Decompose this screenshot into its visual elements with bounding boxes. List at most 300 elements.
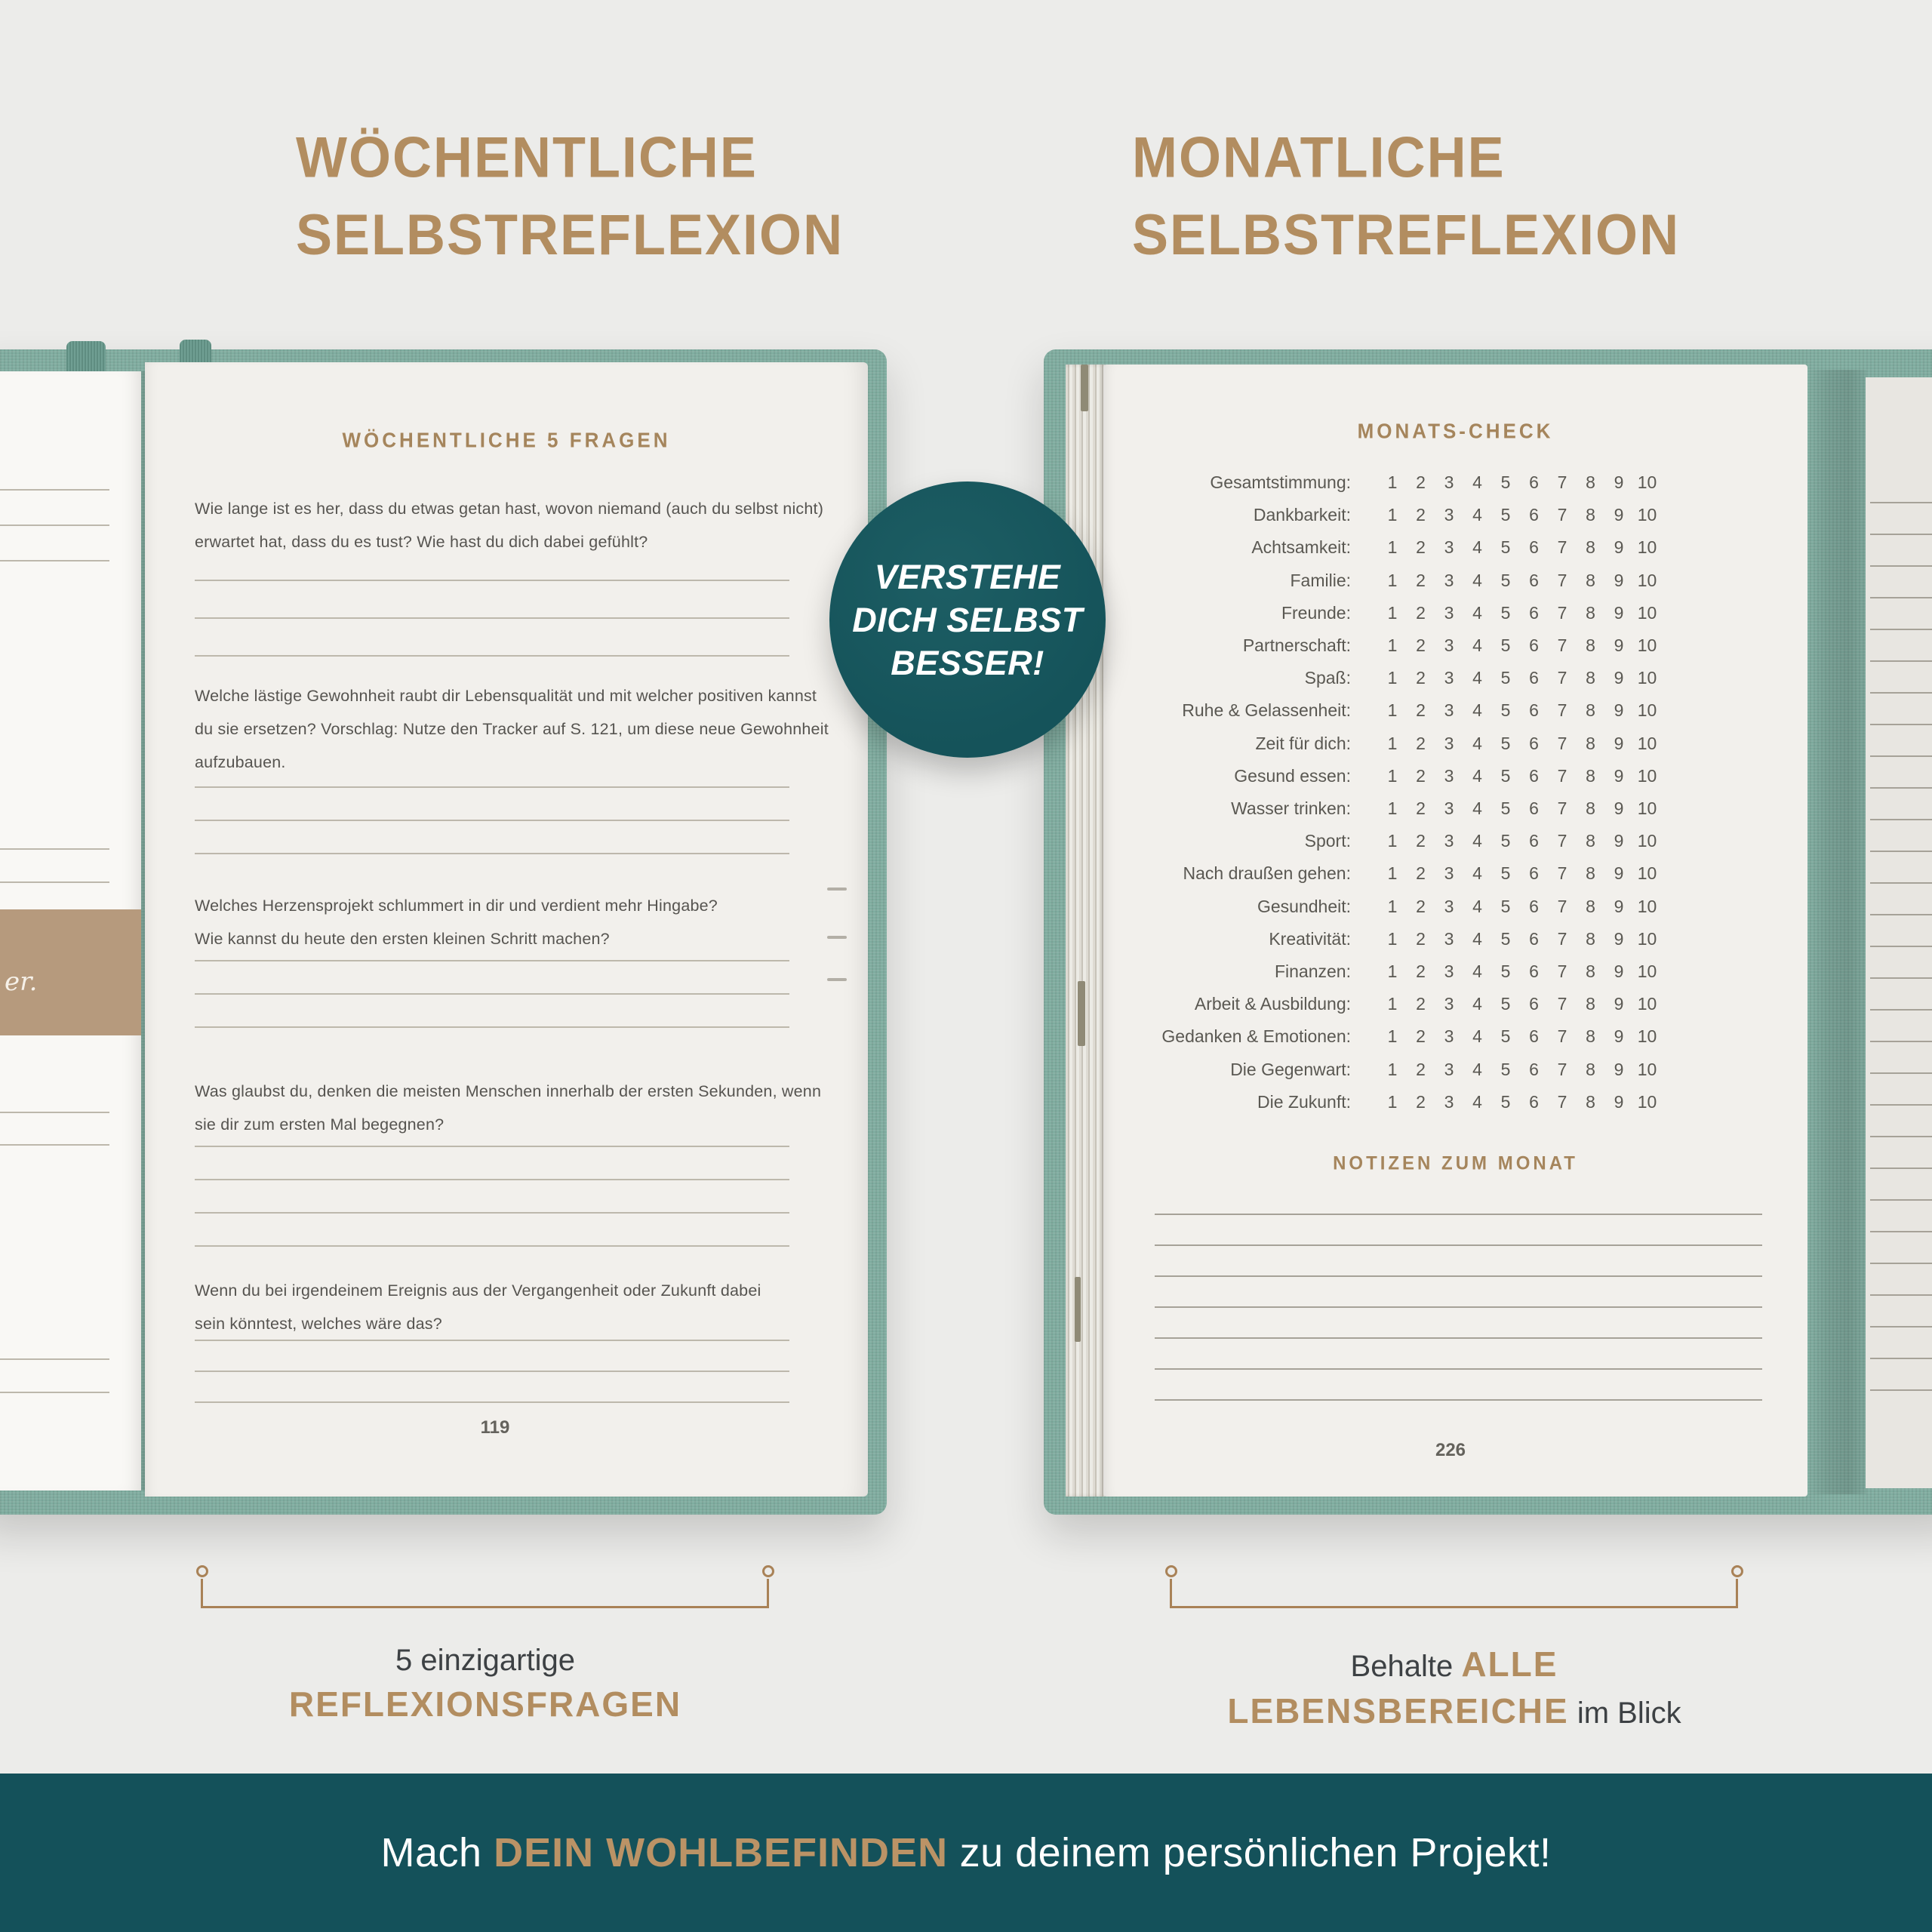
scale-number: 10 bbox=[1637, 961, 1657, 981]
notes-rule bbox=[1155, 1244, 1762, 1246]
scale-number: 7 bbox=[1557, 668, 1567, 688]
scale-number: 8 bbox=[1586, 798, 1595, 818]
category-label: Gesamtstimmung: bbox=[1210, 472, 1351, 492]
category-row bbox=[1111, 537, 1805, 570]
scale-number: 7 bbox=[1557, 537, 1567, 558]
sliver-rule bbox=[1870, 724, 1932, 725]
scale-number: 3 bbox=[1444, 798, 1454, 818]
scale-number: 10 bbox=[1637, 635, 1657, 655]
bracket-stem bbox=[201, 1579, 203, 1607]
scale-number: 7 bbox=[1557, 765, 1567, 786]
category-label: Dankbarkeit: bbox=[1253, 505, 1351, 525]
scale-number: 2 bbox=[1416, 961, 1426, 981]
bottom-banner bbox=[0, 1774, 1932, 1932]
scale-number: 9 bbox=[1614, 994, 1624, 1014]
scale-number: 9 bbox=[1614, 602, 1624, 623]
sliver-rule bbox=[1870, 629, 1932, 630]
notes-rule bbox=[1155, 1399, 1762, 1401]
bracket-stem bbox=[1736, 1579, 1738, 1607]
right-page-number: 226 bbox=[1435, 1440, 1466, 1460]
scale-number: 6 bbox=[1529, 928, 1539, 949]
scale-number: 4 bbox=[1472, 863, 1482, 884]
scale-number: 9 bbox=[1614, 1059, 1624, 1079]
scale-number: 2 bbox=[1416, 765, 1426, 786]
scale-number: 3 bbox=[1444, 765, 1454, 786]
scale-number: 1 bbox=[1387, 537, 1398, 558]
answer-rule bbox=[195, 993, 789, 995]
answer-rule bbox=[195, 820, 789, 821]
sliver-rule bbox=[1870, 1136, 1932, 1137]
stack-mark bbox=[1081, 365, 1088, 411]
category-row bbox=[1111, 700, 1805, 733]
category-row bbox=[1111, 831, 1805, 863]
scale-number: 6 bbox=[1529, 798, 1539, 818]
scale-number: 3 bbox=[1444, 570, 1454, 590]
partial-page-rule bbox=[0, 1392, 109, 1393]
scale-number: 5 bbox=[1500, 961, 1511, 981]
notes-title: NOTIZEN ZUM MONAT bbox=[1333, 1152, 1578, 1174]
sliver-rule bbox=[1870, 1168, 1932, 1169]
scale-number: 4 bbox=[1472, 635, 1482, 655]
sliver-rule bbox=[1870, 914, 1932, 915]
scale-number: 8 bbox=[1586, 570, 1595, 590]
category-row bbox=[1111, 1026, 1805, 1059]
scale-number: 10 bbox=[1637, 798, 1657, 818]
sliver-rule bbox=[1870, 755, 1932, 757]
scale-number: 3 bbox=[1444, 863, 1454, 884]
scale-number: 6 bbox=[1529, 537, 1539, 558]
category-label: Gesund essen: bbox=[1234, 765, 1351, 786]
category-label: Spaß: bbox=[1304, 668, 1351, 688]
scale-number: 4 bbox=[1472, 537, 1482, 558]
answer-rule bbox=[195, 1401, 789, 1403]
scale-number: 2 bbox=[1416, 505, 1426, 525]
scale-number: 10 bbox=[1637, 472, 1657, 492]
category-label: Die Zukunft: bbox=[1257, 1091, 1351, 1112]
sliver-rule bbox=[1870, 1231, 1932, 1232]
scale-number: 7 bbox=[1557, 635, 1567, 655]
partial-page-rule bbox=[0, 881, 109, 883]
scale-number: 10 bbox=[1637, 668, 1657, 688]
category-label: Gedanken & Emotionen: bbox=[1161, 1026, 1351, 1047]
callout-right bbox=[1077, 1644, 1832, 1731]
scale-number: 6 bbox=[1529, 961, 1539, 981]
scale-number: 5 bbox=[1500, 928, 1511, 949]
question-text: du sie ersetzen? Vorschlag: Nutze den Tracker auf S. 121, um diese neue Gewohnheit bbox=[195, 720, 829, 738]
partial-page-rule bbox=[0, 1358, 109, 1360]
scale-number: 10 bbox=[1637, 863, 1657, 884]
left-page-number: 119 bbox=[480, 1417, 510, 1438]
category-row bbox=[1111, 472, 1805, 505]
callout-left-line2: REFLEXIONSFRAGEN bbox=[288, 1684, 682, 1724]
scale-number: 4 bbox=[1472, 472, 1482, 492]
question-block bbox=[195, 889, 718, 955]
scale-number: 1 bbox=[1387, 896, 1398, 916]
scale-number: 6 bbox=[1529, 700, 1539, 721]
scale-number: 2 bbox=[1416, 700, 1426, 721]
scale-number: 1 bbox=[1387, 863, 1398, 884]
answer-rule bbox=[195, 1146, 789, 1147]
scale-number: 8 bbox=[1586, 1091, 1595, 1112]
bracket-stem bbox=[1170, 1579, 1172, 1607]
partial-page-rule bbox=[0, 1112, 109, 1113]
sliver-rule bbox=[1870, 692, 1932, 694]
question-text: Wie lange ist es her, dass du etwas getan hast, wovon niemand (auch du selbst nicht) bbox=[195, 500, 824, 518]
scale-number: 5 bbox=[1500, 1091, 1511, 1112]
category-label: Ruhe & Gelassenheit: bbox=[1182, 700, 1351, 721]
question-block bbox=[195, 492, 823, 558]
right-book-gutter bbox=[1807, 370, 1866, 1494]
banner-highlight: DEIN WOHLBEFINDEN bbox=[494, 1830, 949, 1875]
sliver-rule bbox=[1870, 1294, 1932, 1296]
scale-number: 5 bbox=[1500, 668, 1511, 688]
scale-number: 3 bbox=[1444, 505, 1454, 525]
scale-number: 7 bbox=[1557, 1091, 1567, 1112]
scale-number: 4 bbox=[1472, 765, 1482, 786]
answer-rule bbox=[195, 580, 789, 581]
scale-number: 7 bbox=[1557, 472, 1567, 492]
scale-number: 2 bbox=[1416, 1059, 1426, 1079]
sliver-rule bbox=[1870, 1263, 1932, 1264]
badge-line2: DICH SELBST bbox=[852, 600, 1083, 639]
scale-number: 9 bbox=[1614, 1026, 1624, 1047]
scale-number: 6 bbox=[1529, 1091, 1539, 1112]
scale-number: 2 bbox=[1416, 570, 1426, 590]
scale-number: 4 bbox=[1472, 1091, 1482, 1112]
scale-number: 8 bbox=[1586, 537, 1595, 558]
scale-number: 10 bbox=[1637, 505, 1657, 525]
category-row bbox=[1111, 603, 1805, 635]
answer-rule bbox=[195, 617, 789, 619]
scale-number: 5 bbox=[1500, 472, 1511, 492]
scale-number: 6 bbox=[1529, 733, 1539, 753]
scale-number: 9 bbox=[1614, 1091, 1624, 1112]
sliver-rule bbox=[1870, 1199, 1932, 1201]
sliver-rule bbox=[1870, 946, 1932, 947]
scale-number: 2 bbox=[1416, 831, 1426, 851]
category-label: Sport: bbox=[1304, 831, 1351, 851]
scale-number: 10 bbox=[1637, 994, 1657, 1014]
scale-number: 4 bbox=[1472, 1059, 1482, 1079]
category-row bbox=[1111, 994, 1805, 1026]
question-text: aufzubauen. bbox=[195, 753, 286, 771]
scale-number: 10 bbox=[1637, 831, 1657, 851]
sliver-rule bbox=[1870, 597, 1932, 598]
callout-right-line2 bbox=[1077, 1690, 1832, 1731]
scale-number: 8 bbox=[1586, 831, 1595, 851]
scale-number: 1 bbox=[1387, 1026, 1398, 1047]
scale-number: 6 bbox=[1529, 765, 1539, 786]
scale-number: 5 bbox=[1500, 896, 1511, 916]
scale-number: 6 bbox=[1529, 831, 1539, 851]
scale-number: 7 bbox=[1557, 896, 1567, 916]
scale-number: 10 bbox=[1637, 733, 1657, 753]
scale-number: 1 bbox=[1387, 994, 1398, 1014]
sliver-rule bbox=[1870, 882, 1932, 884]
scale-number: 8 bbox=[1586, 733, 1595, 753]
scale-number: 6 bbox=[1529, 602, 1539, 623]
answer-rule bbox=[195, 1179, 789, 1180]
scale-number: 7 bbox=[1557, 700, 1567, 721]
scale-number: 5 bbox=[1500, 570, 1511, 590]
question-block bbox=[195, 1274, 761, 1340]
sliver-rule bbox=[1870, 534, 1932, 535]
scale-number: 7 bbox=[1557, 961, 1567, 981]
scale-number: 2 bbox=[1416, 537, 1426, 558]
scale-number: 3 bbox=[1444, 472, 1454, 492]
scale-number: 8 bbox=[1586, 863, 1595, 884]
scale-number: 4 bbox=[1472, 961, 1482, 981]
category-row bbox=[1111, 863, 1805, 896]
scale-number: 5 bbox=[1500, 1026, 1511, 1047]
scale-number: 5 bbox=[1500, 635, 1511, 655]
notes-rule bbox=[1155, 1275, 1762, 1277]
scale-number: 8 bbox=[1586, 635, 1595, 655]
scale-number: 1 bbox=[1387, 765, 1398, 786]
answer-rule bbox=[195, 655, 789, 657]
category-row bbox=[1111, 668, 1805, 700]
sliver-rule bbox=[1870, 1104, 1932, 1106]
scale-number: 10 bbox=[1637, 602, 1657, 623]
scale-number: 6 bbox=[1529, 896, 1539, 916]
header-right-line1: MONATLICHE bbox=[1132, 125, 1506, 190]
scale-number: 3 bbox=[1444, 831, 1454, 851]
category-label: Zeit für dich: bbox=[1255, 733, 1351, 753]
scale-number: 9 bbox=[1614, 765, 1624, 786]
sliver-rule bbox=[1870, 977, 1932, 979]
scale-number: 9 bbox=[1614, 700, 1624, 721]
scale-number: 7 bbox=[1557, 602, 1567, 623]
scale-number: 6 bbox=[1529, 635, 1539, 655]
scale-number: 7 bbox=[1557, 570, 1567, 590]
scale-number: 2 bbox=[1416, 896, 1426, 916]
right-page-title: MONATS-CHECK bbox=[1357, 419, 1554, 443]
category-label: Achtsamkeit: bbox=[1251, 537, 1351, 558]
scale-number: 6 bbox=[1529, 505, 1539, 525]
notes-rule bbox=[1155, 1214, 1762, 1215]
bracket-end-circle bbox=[196, 1565, 208, 1577]
scale-number: 1 bbox=[1387, 1059, 1398, 1079]
header-left bbox=[296, 119, 844, 275]
stack-mark bbox=[1075, 1277, 1081, 1342]
scale-number: 10 bbox=[1637, 1059, 1657, 1079]
scale-number: 4 bbox=[1472, 733, 1482, 753]
sliver-rule bbox=[1870, 787, 1932, 789]
scale-number: 5 bbox=[1500, 765, 1511, 786]
scale-number: 9 bbox=[1614, 635, 1624, 655]
teal-badge bbox=[829, 481, 1106, 758]
scale-number: 8 bbox=[1586, 1059, 1595, 1079]
category-label: Die Gegenwart: bbox=[1230, 1059, 1351, 1079]
scale-number: 8 bbox=[1586, 994, 1595, 1014]
sliver-rule bbox=[1870, 565, 1932, 567]
stack-mark bbox=[1078, 981, 1085, 1046]
scale-number: 2 bbox=[1416, 928, 1426, 949]
scale-number: 3 bbox=[1444, 896, 1454, 916]
scale-number: 8 bbox=[1586, 602, 1595, 623]
category-label: Partnerschaft: bbox=[1242, 635, 1351, 655]
scale-number: 5 bbox=[1500, 831, 1511, 851]
question-text: Was glaubst du, denken die meisten Menschen innerhalb der ersten Sekunden, wenn bbox=[195, 1082, 822, 1100]
partial-page-rule bbox=[0, 489, 109, 491]
category-row bbox=[1111, 929, 1805, 961]
scale-number: 4 bbox=[1472, 994, 1482, 1014]
fore-edge-tick bbox=[827, 978, 847, 981]
question-text: sein könntest, welches wäre das? bbox=[195, 1315, 442, 1333]
scale-number: 3 bbox=[1444, 602, 1454, 623]
scale-number: 10 bbox=[1637, 1091, 1657, 1112]
scale-number: 2 bbox=[1416, 1091, 1426, 1112]
bracket-stem bbox=[767, 1579, 769, 1607]
scale-number: 1 bbox=[1387, 700, 1398, 721]
callout-right-pre: Behalte bbox=[1350, 1650, 1462, 1683]
scale-number: 8 bbox=[1586, 668, 1595, 688]
scale-number: 1 bbox=[1387, 505, 1398, 525]
left-page-title: WÖCHENTLICHE 5 FRAGEN bbox=[342, 428, 671, 452]
quote-block bbox=[0, 909, 141, 1035]
question-text: Wie kannst du heute den ersten kleinen Schritt machen? bbox=[195, 930, 610, 948]
scale-number: 5 bbox=[1500, 700, 1511, 721]
scale-number: 2 bbox=[1416, 798, 1426, 818]
bookmark-ribbon bbox=[66, 341, 106, 371]
scale-number: 3 bbox=[1444, 1059, 1454, 1079]
scale-number: 6 bbox=[1529, 863, 1539, 884]
category-row bbox=[1111, 635, 1805, 668]
scale-number: 9 bbox=[1614, 472, 1624, 492]
scale-number: 6 bbox=[1529, 668, 1539, 688]
category-row bbox=[1111, 1060, 1805, 1092]
question-text: Welche lästige Gewohnheit raubt dir Lebensqualität und mit welcher positiven kannst bbox=[195, 687, 817, 705]
scale-number: 6 bbox=[1529, 994, 1539, 1014]
scale-number: 4 bbox=[1472, 602, 1482, 623]
scale-number: 1 bbox=[1387, 635, 1398, 655]
partial-page-rule bbox=[0, 848, 109, 850]
scale-number: 7 bbox=[1557, 994, 1567, 1014]
callout-right-post: im Blick bbox=[1568, 1697, 1681, 1730]
scale-number: 5 bbox=[1500, 733, 1511, 753]
callout-left bbox=[108, 1644, 863, 1724]
sliver-rule bbox=[1870, 1326, 1932, 1327]
sliver-rule bbox=[1870, 1072, 1932, 1074]
badge-line3: BESSER! bbox=[891, 643, 1044, 682]
scale-number: 10 bbox=[1637, 896, 1657, 916]
scale-number: 1 bbox=[1387, 1091, 1398, 1112]
scale-number: 2 bbox=[1416, 1026, 1426, 1047]
scale-number: 7 bbox=[1557, 733, 1567, 753]
scale-number: 9 bbox=[1614, 961, 1624, 981]
scale-number: 3 bbox=[1444, 1091, 1454, 1112]
scale-number: 8 bbox=[1586, 961, 1595, 981]
scale-number: 4 bbox=[1472, 1026, 1482, 1047]
scale-number: 7 bbox=[1557, 505, 1567, 525]
scale-number: 2 bbox=[1416, 635, 1426, 655]
scale-number: 4 bbox=[1472, 798, 1482, 818]
scale-number: 1 bbox=[1387, 472, 1398, 492]
scale-number: 9 bbox=[1614, 505, 1624, 525]
notes-rule bbox=[1155, 1337, 1762, 1339]
bracket-end-circle bbox=[1731, 1565, 1743, 1577]
category-row bbox=[1111, 766, 1805, 798]
scale-number: 5 bbox=[1500, 602, 1511, 623]
scale-number: 9 bbox=[1614, 896, 1624, 916]
scale-number: 10 bbox=[1637, 928, 1657, 949]
scale-number: 8 bbox=[1586, 505, 1595, 525]
category-label: Wasser trinken: bbox=[1231, 798, 1351, 818]
scale-number: 1 bbox=[1387, 733, 1398, 753]
scale-number: 10 bbox=[1637, 1026, 1657, 1047]
category-row bbox=[1111, 571, 1805, 603]
scale-number: 7 bbox=[1557, 928, 1567, 949]
scale-number: 7 bbox=[1557, 798, 1567, 818]
partial-page-rule bbox=[0, 525, 109, 526]
scale-number: 4 bbox=[1472, 570, 1482, 590]
scale-number: 5 bbox=[1500, 994, 1511, 1014]
sliver-rule bbox=[1870, 502, 1932, 503]
scale-number: 8 bbox=[1586, 1026, 1595, 1047]
callout-right-highlight1: ALLE bbox=[1461, 1644, 1558, 1684]
scale-number: 7 bbox=[1557, 1059, 1567, 1079]
answer-rule bbox=[195, 1340, 789, 1341]
scale-number: 10 bbox=[1637, 537, 1657, 558]
scale-number: 2 bbox=[1416, 472, 1426, 492]
scale-number: 4 bbox=[1472, 831, 1482, 851]
sliver-rule bbox=[1870, 1041, 1932, 1042]
answer-rule bbox=[195, 1026, 789, 1028]
scale-number: 1 bbox=[1387, 570, 1398, 590]
answer-rule bbox=[195, 786, 789, 788]
scale-number: 1 bbox=[1387, 602, 1398, 623]
scale-number: 3 bbox=[1444, 700, 1454, 721]
scale-number: 9 bbox=[1614, 537, 1624, 558]
badge-line1: VERSTEHE bbox=[874, 557, 1061, 596]
scale-number: 6 bbox=[1529, 1026, 1539, 1047]
answer-rule bbox=[195, 1371, 789, 1372]
scale-number: 8 bbox=[1586, 472, 1595, 492]
question-text: Wenn du bei irgendeinem Ereignis aus der Vergangenheit oder Zukunft dabei bbox=[195, 1281, 761, 1300]
sliver-rule bbox=[1870, 851, 1932, 852]
category-row bbox=[1111, 961, 1805, 994]
sliver-rule bbox=[1870, 1358, 1932, 1359]
bracket-end-circle bbox=[762, 1565, 774, 1577]
scale-number: 5 bbox=[1500, 863, 1511, 884]
question-text: sie dir zum ersten Mal begegnen? bbox=[195, 1115, 445, 1134]
scale-number: 4 bbox=[1472, 668, 1482, 688]
scale-number: 4 bbox=[1472, 928, 1482, 949]
header-right bbox=[1132, 119, 1680, 275]
fore-edge-tick bbox=[827, 888, 847, 891]
notes-rule bbox=[1155, 1368, 1762, 1370]
partial-page-rule bbox=[0, 1144, 109, 1146]
scale-number: 10 bbox=[1637, 765, 1657, 786]
scale-number: 6 bbox=[1529, 472, 1539, 492]
sliver-rule bbox=[1870, 1389, 1932, 1391]
right-book-right-page-sliver bbox=[1866, 377, 1932, 1488]
scale-number: 8 bbox=[1586, 928, 1595, 949]
scale-number: 1 bbox=[1387, 798, 1398, 818]
header-left-line2: SELBSTREFLEXION bbox=[296, 203, 844, 268]
scale-number: 5 bbox=[1500, 505, 1511, 525]
category-label: Finanzen: bbox=[1274, 961, 1351, 981]
answer-rule bbox=[195, 960, 789, 961]
scale-number: 7 bbox=[1557, 831, 1567, 851]
header-left-line1: WÖCHENTLICHE bbox=[296, 125, 758, 190]
scale-number: 3 bbox=[1444, 733, 1454, 753]
scale-number: 3 bbox=[1444, 928, 1454, 949]
scale-number: 5 bbox=[1500, 1059, 1511, 1079]
scale-number: 9 bbox=[1614, 863, 1624, 884]
scale-number: 9 bbox=[1614, 570, 1624, 590]
scale-number: 4 bbox=[1472, 896, 1482, 916]
